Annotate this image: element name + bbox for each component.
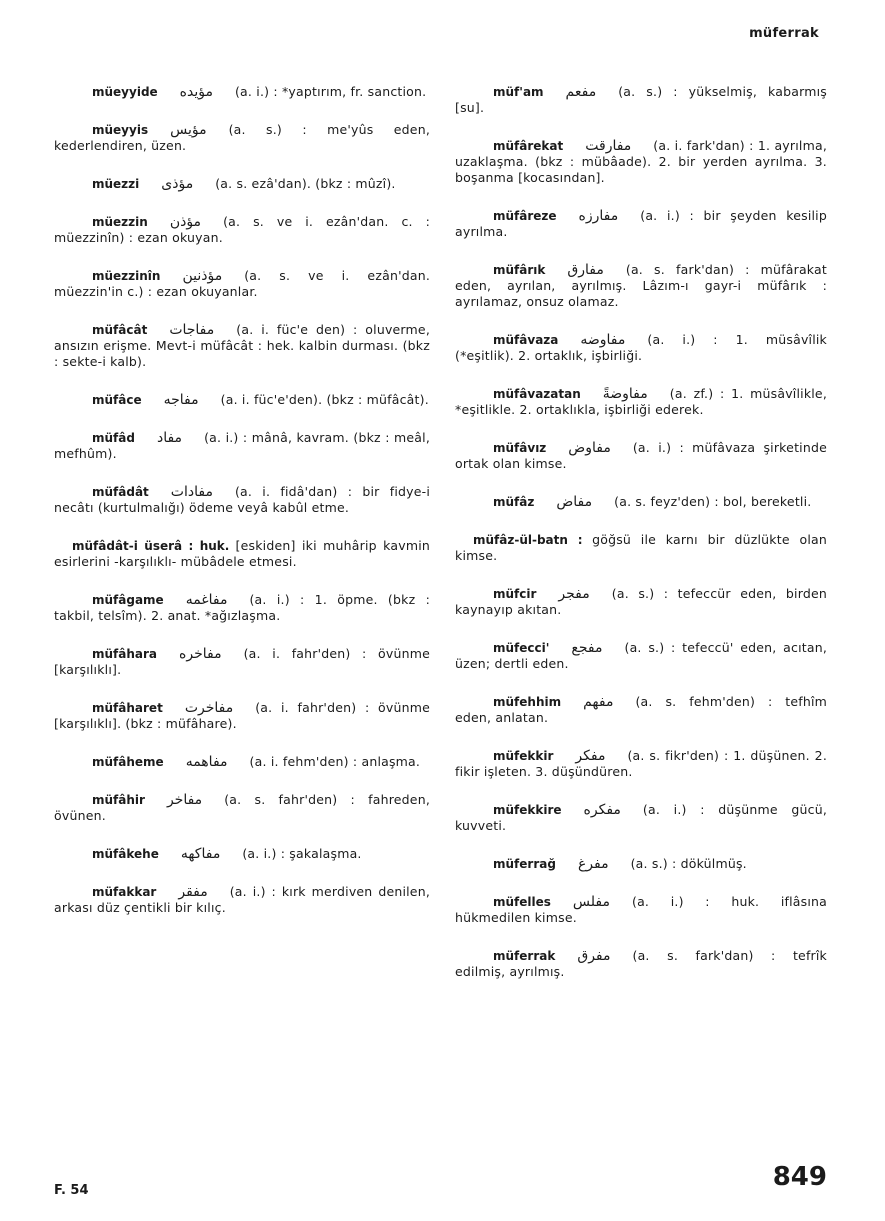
arabic-script: مؤيده [179,84,213,100]
headword: müfâvazatan [493,387,581,401]
headword: müfelles [493,895,551,909]
dictionary-entry [455,138,827,186]
arabic-script: مفاجه [163,392,199,408]
arabic-script: مفكر [575,748,606,764]
definition: (a. i. fark'dan) : 1. ayrılma, uzaklaşma. (bkz : mübâade). 2. bir yerden ayrılma. 3. boşanma [kocasından]. [455,138,827,185]
dictionary-entry [455,84,827,116]
arabic-script: مؤيس [170,122,207,138]
right-column [455,84,827,1002]
definition: göğsü ile karnı bir düzlükte olan kimse. [455,532,827,563]
arabic-script: مفارق [567,262,604,278]
definition: (a. i.) : düşünme gücü, kuvveti. [455,802,827,833]
dictionary-entry [455,748,827,780]
headword: müfâz-ül-batn : [473,533,583,547]
definition: (a. i.) : 1. öpme. (bkz : takbil, telsîm). 2. anat. *ağızlaşma. [54,592,430,623]
definition: (a. s. ve i. ezân'dan. c. : müezzinîn) : ezan okuyan. [54,214,430,245]
page-number: 849 [772,1162,827,1192]
definition: (a. i.) : bir şeyden kesilip ayrılma. [455,208,827,239]
dictionary-entry [455,386,827,418]
dictionary-entry [455,856,827,872]
dictionary-entry [455,948,827,980]
arabic-script: مفاوضه [580,332,626,348]
definition: (a. i.) : müfâvaza şirketinde ortak olan kimse. [455,440,827,471]
definition: (a. i. füc'e'den). (bkz : müfâcât). [220,392,429,407]
arabic-script: مفاوض [568,440,611,456]
definition: (a. zf.) : 1. müsâvîlikle, *eşitlikle. 2. ortaklıkla, işbirliği ederek. [455,386,827,417]
definition: (a. i.) : huk. iflâsına hükmedilen kimse. [455,894,827,925]
dictionary-entry [54,122,430,154]
headword: müezzin [92,215,148,229]
definition: (a. i. fahr'den) : övünme [karşılıklı]. (bkz : müfâhare). [54,700,430,731]
definition: (a. s.) : me'yûs eden, kederlendiren, üzen. [54,122,430,153]
headword: müfecci' [493,641,550,655]
definition: (a. s. fehm'den) : tefhîm eden, anlatan. [455,694,827,725]
arabic-script: مفاوضةً [602,386,648,402]
dictionary-entry [54,884,430,916]
arabic-script: مفارقت [585,138,632,154]
headword: müfâkehe [92,847,159,861]
headword: müferrağ [493,857,556,871]
headword: müfehhim [493,695,562,709]
dictionary-entry [54,700,430,732]
headword: müfâheme [92,755,164,769]
definition: (a. s. fark'dan) : müfârakat eden, ayrılan, ayrılmış. Lâzım-ı gayr-i müfârık : ayrılamaz, onsuz olamaz. [455,262,827,309]
headword: müeyyide [92,85,158,99]
dictionary-entry [455,494,827,510]
dictionary-entry [54,646,430,678]
headword: müfâvız [493,441,547,455]
headword: müfâvaza [493,333,559,347]
definition: (a. i.) : *yaptırım, fr. sanction. [234,84,427,99]
headword: müfcir [493,587,537,601]
definition: (a. i. fahr'den) : övünme [karşılıklı]. [54,646,430,677]
dictionary-entry [54,430,430,462]
dictionary-entry [455,440,827,472]
headword: müfârık [493,263,546,277]
definition: (a. s.) : yükselmiş, kabarmış [su]. [455,84,827,115]
definition: (a. s. fahr'den) : fahreden, övünen. [54,792,430,823]
definition: (a. i.) : 1. müsâvîlik (*eşitlik). 2. ortaklık, işbirliği. [455,332,827,363]
arabic-script: مفاض [556,494,593,510]
definition: (a. i.) : kırk merdiven denilen, arkası düz çentikli bir kılıç. [54,884,430,915]
headword: müfâgame [92,593,164,607]
dictionary-entry [54,846,430,862]
headword: müeyyis [92,123,149,137]
headword: müfâce [92,393,142,407]
arabic-script: مفجر [558,586,590,602]
definition: (a. i. füc'e den) : oluverme, ansızın erişme. Mevt-i müfâcât : hek. kalbin durması. (bkz : sekte-i kalb). [54,322,430,369]
arabic-script: مؤذنين [182,268,223,284]
dictionary-entry [54,214,430,246]
dictionary-entry [54,592,430,624]
headword: müfâdât-i üserâ : huk. [72,539,230,553]
dictionary-entry [455,262,827,310]
headword: müf'am [493,85,544,99]
dictionary-entry [54,754,430,770]
headword: müfâd [92,431,135,445]
dictionary-entry [54,792,430,824]
arabic-script: مفهم [583,694,614,710]
dictionary-entry [455,332,827,364]
arabic-script: مفاد [156,430,183,446]
headword: müfekkir [493,749,554,763]
definition: (a. i. fehm'den) : anlaşma. [249,754,421,769]
dictionary-entry [455,894,827,926]
dictionary-entry [455,208,827,240]
headword: müfâhir [92,793,145,807]
definition: (a. s. fark'dan) : tefrîk edilmiş, ayrılmış. [455,948,827,979]
headword: müfâharet [92,701,163,715]
arabic-script: مفاخره [179,646,222,662]
arabic-script: مفرغ [577,856,609,872]
arabic-script: مفجع [571,640,603,656]
dictionary-entry [54,84,430,100]
running-header: müferrak [749,26,819,41]
arabic-script: مفاغمه [185,592,228,608]
arabic-script: مفلس [572,894,610,910]
definition: [eskiden] iki muhârip kavmin esirlerini -karşılıklı- mübâdele etmesi. [54,538,430,569]
definition: (a. s. ve i. ezân'dan. müezzin'in c.) : ezan okuyanlar. [54,268,430,299]
definition: (a. s.) : dökülmüş. [630,856,747,871]
arabic-script: مفعم [565,84,597,100]
headword: müfâz [493,495,535,509]
arabic-script: مفاخرت [184,700,234,716]
arabic-script: مفكره [583,802,621,818]
arabic-script: مفرق [577,948,611,964]
definition: (a. s. fikr'den) : 1. düşünen. 2. fikir işleten. 3. düşündüren. [455,748,827,779]
definition: (a. s. ezâ'dan). (bkz : mûzî). [215,176,396,191]
dictionary-entry [455,640,827,672]
dictionary-entry [54,176,430,192]
dictionary-entry [455,532,827,564]
arabic-script: مفاكهه [180,846,221,862]
dictionary-entry [54,538,430,570]
headword: müfâdât [92,485,149,499]
arabic-script: مفارزه [578,208,619,224]
headword: müfârekat [493,139,564,153]
headword: müferrak [493,949,556,963]
arabic-script: مفادات [170,484,213,500]
definition: (a. s.) : tefeccür eden, birden kaynayıp akıtan. [455,586,827,617]
definition: (a. i. fidâ'dan) : bir fidye-i necâtı (kurtulmalığı) ödeme veyâ kabûl etme. [54,484,430,515]
definition: (a. i.) : mânâ, kavram. (bkz : meâl, mefhûm). [54,430,430,461]
dictionary-entry [455,694,827,726]
definition: (a. s.) : tefeccü' eden, acıtan, üzen; dertli eden. [455,640,827,671]
arabic-script: مفقر [178,884,208,900]
signature-mark: F. 54 [54,1183,89,1198]
dictionary-entry [455,586,827,618]
dictionary-entry [54,268,430,300]
headword: müfakkar [92,885,157,899]
definition: (a. i.) : şakalaşma. [242,846,362,861]
arabic-script: مفاجات [169,322,215,338]
headword: müezzinîn [92,269,161,283]
dictionary-entry [54,322,430,370]
left-column [54,84,430,938]
headword: müfâreze [493,209,557,223]
dictionary-entry [54,392,430,408]
arabic-script: مفاهمه [185,754,228,770]
arabic-script: مؤذن [169,214,202,230]
headword: müfâcât [92,323,148,337]
headword: müezzi [92,177,140,191]
dictionary-entry [455,802,827,834]
definition: (a. s. feyz'den) : bol, bereketli. [614,494,812,509]
arabic-script: مفاخر [166,792,203,808]
arabic-script: مؤذى [161,176,194,192]
headword: müfâhara [92,647,158,661]
dictionary-entry [54,484,430,516]
headword: müfekkire [493,803,562,817]
